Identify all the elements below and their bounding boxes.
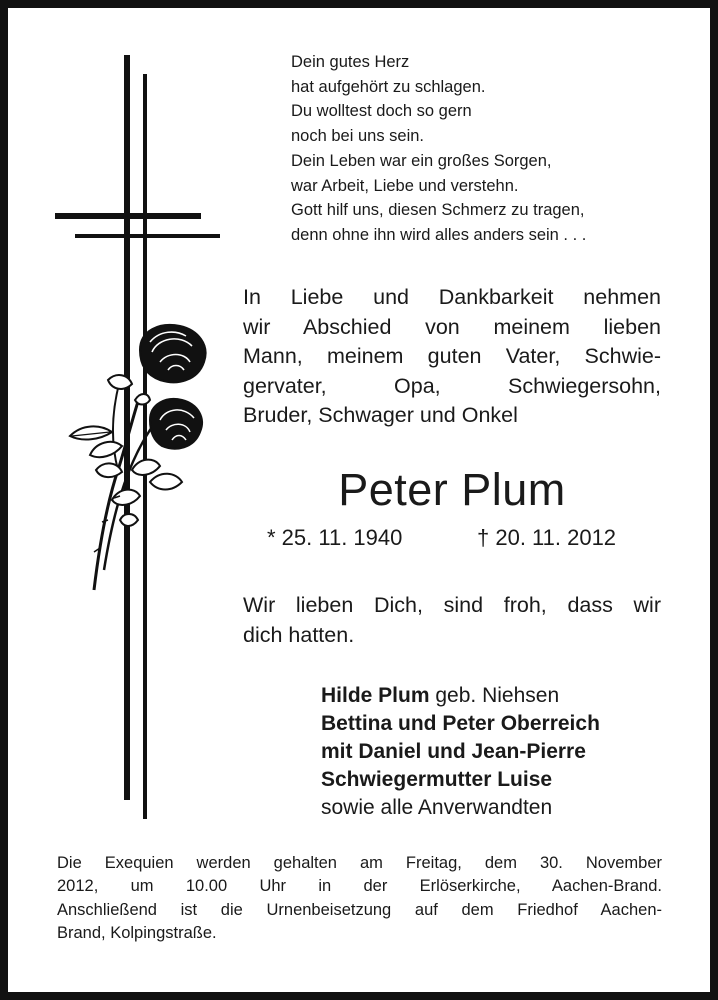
- mourner-name: Schwiegermutter Luise: [321, 768, 553, 791]
- motto-line: dich hatten.: [243, 623, 355, 647]
- intro-line: Mann, meinem guten Vater, Schwie-: [243, 344, 661, 368]
- notice-line: Die Exequien werden gehalten am Freitag, dem 30. November: [57, 854, 662, 872]
- mourner-line: [321, 738, 681, 766]
- poem-line: Dein Leben war ein großes Sorgen,: [291, 151, 552, 170]
- poem-line: hat aufgehört zu schlagen.: [291, 77, 486, 96]
- mourner-name: mit Daniel und Jean-Pierre: [321, 740, 586, 763]
- mourner-line: [321, 710, 681, 738]
- poem-line: Dein gutes Herz: [291, 53, 410, 71]
- poem-line: denn ohne ihn wird alles anders sein . . .: [291, 225, 587, 244]
- memorial-poem: [291, 50, 691, 248]
- motto-text: [243, 590, 661, 650]
- notice-line: Anschließend ist die Urnenbeisetzung auf dem Friedhof Aachen-: [57, 900, 662, 919]
- death-date: † 20. 11. 2012: [477, 525, 617, 550]
- deceased-name: Peter Plum: [338, 464, 566, 515]
- poem-line: Gott hilf uns, diesen Schmerz zu tragen,: [291, 201, 585, 220]
- mourner-line: sowie alle Anverwandten: [321, 796, 553, 819]
- intro-line: gervater, Opa, Schwiegersohn,: [243, 373, 661, 398]
- mourner-name: Bettina und Peter Oberreich: [321, 712, 600, 735]
- birth-date: * 25. 11. 1940: [267, 525, 403, 550]
- notice-line: 2012, um 10.00 Uhr in der Erlöserkirche, Aachen-Brand.: [57, 877, 662, 896]
- poem-line: noch bei uns sein.: [291, 127, 425, 146]
- notice-line: Brand, Kolpingstraße.: [57, 923, 217, 942]
- motto-line: Wir lieben Dich, sind froh, dass wir: [243, 593, 661, 617]
- mourner-line: [321, 766, 681, 794]
- roses-icon: [70, 325, 206, 590]
- intro-line: Bruder, Schwager und Onkel: [243, 403, 518, 427]
- mourner-detail: geb. Niehsen: [429, 684, 560, 707]
- farewell-intro: [243, 283, 661, 431]
- poem-line: war Arbeit, Liebe und verstehn.: [291, 176, 519, 195]
- mourner-line: [321, 682, 681, 710]
- poem-line: Du wolltest doch so gern: [291, 102, 472, 121]
- mourners-list: [321, 682, 681, 822]
- funeral-notice: [57, 852, 662, 945]
- intro-line: In Liebe und Dankbarkeit nehmen: [243, 285, 661, 309]
- mourner-name: Hilde Plum: [321, 684, 430, 707]
- intro-line: wir Abschied von meinem lieben: [243, 314, 661, 339]
